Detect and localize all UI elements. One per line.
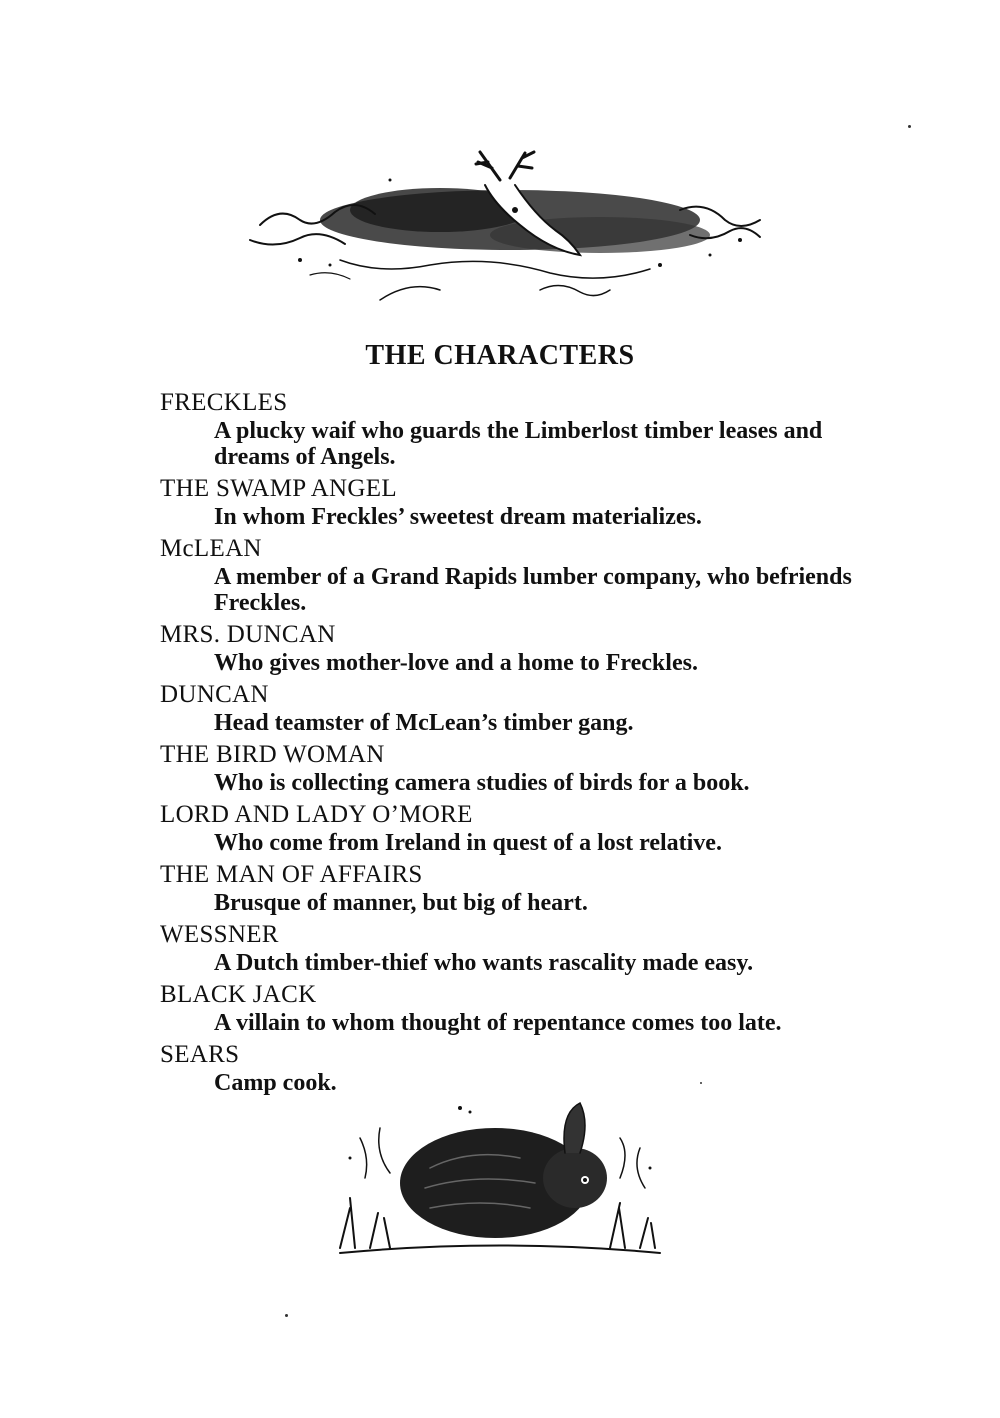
character-entry [160,388,860,470]
character-name: LORD AND LADY O’MORE [160,801,473,828]
character-description: Who come from Ireland in quest of a lost relative. [214,830,722,856]
character-entry [160,620,860,676]
character-name: THE SWAMP ANGEL [160,475,397,502]
character-description: Camp cook. [214,1070,337,1096]
character-entry [160,800,860,856]
character-name: THE BIRD WOMAN [160,741,385,768]
character-name: DUNCAN [160,681,269,708]
character-description: In whom Freckles’ sweetest dream materializes. [214,504,702,530]
character-description: A villain to whom thought of repentance comes too late. [214,1010,782,1036]
character-name: BLACK JACK [160,981,317,1008]
deer-in-brush-illustration [240,140,770,318]
character-entry [160,474,860,530]
character-name: WESSNER [160,921,279,948]
character-entry [160,680,860,736]
character-description: A plucky waif who guards the Limberlost timber leases and dreams of Angels. [214,418,823,470]
character-description: Who gives mother-love and a home to Freckles. [214,650,698,676]
rabbit-in-grass-illustration [320,1098,670,1260]
character-entry [160,860,860,916]
character-name: FRECKLES [160,389,288,416]
character-entry [160,740,860,796]
character-list [160,388,860,1100]
character-name: THE MAN OF AFFAIRS [160,861,423,888]
character-description: Who is collecting camera studies of birds for a book. [214,770,750,796]
character-entry [160,534,860,616]
page-speck [285,1314,288,1317]
character-entry [160,980,860,1036]
character-description: A Dutch timber-thief who wants rascality made easy. [214,950,754,976]
page-speck [908,125,911,128]
character-description: Brusque of manner, but big of heart. [214,890,588,916]
page-speck [700,1082,702,1084]
character-name: McLEAN [160,535,262,562]
character-entry [160,1040,860,1096]
character-name: MRS. DUNCAN [160,621,336,648]
character-description: Head teamster of McLean’s timber gang. [214,710,634,736]
page-title: THE CHARACTERS [365,340,635,371]
character-entry [160,920,860,976]
character-description: A member of a Grand Rapids lumber company, who befriends Freckles. [214,564,852,616]
character-name: SEARS [160,1041,240,1068]
